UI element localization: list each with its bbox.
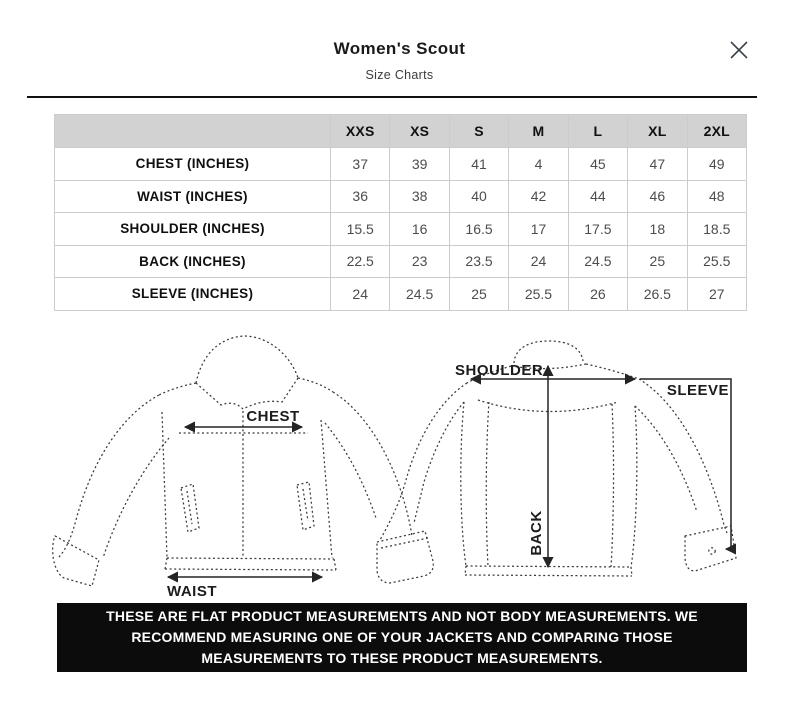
close-icon xyxy=(727,50,751,65)
value-cell: 25.5 xyxy=(509,278,568,311)
disclaimer-line: RECOMMEND MEASURING ONE OF YOUR JACKETS AND COMPARING THOSE xyxy=(131,628,673,645)
value-cell: 47 xyxy=(628,148,687,181)
value-cell: 26 xyxy=(568,278,627,311)
value-cell: 16 xyxy=(390,213,449,246)
table-row xyxy=(55,148,747,181)
value-cell: 45 xyxy=(568,148,627,181)
value-cell: 16.5 xyxy=(449,213,508,246)
value-cell: 18.5 xyxy=(687,213,746,246)
table-row xyxy=(55,278,747,311)
row-label-cell: SHOULDER (INCHES) xyxy=(55,213,331,246)
size-table xyxy=(54,114,747,311)
value-cell: 23 xyxy=(390,245,449,278)
header-divider xyxy=(27,96,757,98)
disclaimer-line: MEASUREMENTS TO THESE PRODUCT MEASUREMENTS. xyxy=(201,650,603,667)
value-cell: 17 xyxy=(509,213,568,246)
value-cell: 24 xyxy=(331,278,390,311)
chest-label: CHEST xyxy=(246,408,300,425)
value-cell: 39 xyxy=(390,148,449,181)
value-cell: 23.5 xyxy=(449,245,508,278)
value-cell: 48 xyxy=(687,180,746,213)
value-cell: 25 xyxy=(449,278,508,311)
value-cell: 27 xyxy=(687,278,746,311)
row-label-cell: CHEST (INCHES) xyxy=(55,148,331,181)
value-cell: 36 xyxy=(331,180,390,213)
value-cell: 46 xyxy=(628,180,687,213)
value-cell: 25 xyxy=(628,245,687,278)
value-cell: 42 xyxy=(509,180,568,213)
value-cell: 4 xyxy=(509,148,568,181)
disclaimer-line: THESE ARE FLAT PRODUCT MEASUREMENTS AND NOT BODY MEASUREMENTS. WE xyxy=(106,607,698,624)
table-row xyxy=(55,180,747,213)
value-cell: 18 xyxy=(628,213,687,246)
size-table-body xyxy=(55,148,747,311)
corner-cell xyxy=(55,115,331,148)
value-cell: 37 xyxy=(331,148,390,181)
shoulder-label: SHOULDER xyxy=(455,362,544,379)
size-column-header: 2XL xyxy=(687,115,746,148)
value-cell: 26.5 xyxy=(628,278,687,311)
close-button[interactable] xyxy=(725,36,753,64)
size-column-header: M xyxy=(509,115,568,148)
value-cell: 49 xyxy=(687,148,746,181)
row-label-cell: WAIST (INCHES) xyxy=(55,180,331,213)
jacket-back-diagram xyxy=(380,341,736,576)
size-column-header: S xyxy=(449,115,508,148)
value-cell: 17.5 xyxy=(568,213,627,246)
value-cell: 40 xyxy=(449,180,508,213)
disclaimer-banner xyxy=(57,603,747,672)
row-label-cell: SLEEVE (INCHES) xyxy=(55,278,331,311)
waist-label: WAIST xyxy=(167,583,217,600)
value-cell: 24.5 xyxy=(390,278,449,311)
table-row xyxy=(55,213,747,246)
jacket-front-diagram xyxy=(53,336,434,600)
size-column-header: L xyxy=(568,115,627,148)
value-cell: 41 xyxy=(449,148,508,181)
row-label-cell: BACK (INCHES) xyxy=(55,245,331,278)
sleeve-label: SLEEVE xyxy=(666,382,729,399)
size-table-head-row xyxy=(55,115,747,148)
table-row xyxy=(55,245,747,278)
size-column-header: XXS xyxy=(331,115,390,148)
value-cell: 24 xyxy=(509,245,568,278)
value-cell: 15.5 xyxy=(331,213,390,246)
jacket-diagram-svg xyxy=(0,320,799,603)
page-title: Women's Scout xyxy=(333,39,466,58)
back-label: BACK xyxy=(528,510,545,556)
size-column-header: XL xyxy=(628,115,687,148)
value-cell: 22.5 xyxy=(331,245,390,278)
size-column-header: XS xyxy=(390,115,449,148)
value-cell: 24.5 xyxy=(568,245,627,278)
value-cell: 25.5 xyxy=(687,245,746,278)
measurement-diagram xyxy=(0,320,799,603)
value-cell: 38 xyxy=(390,180,449,213)
page-subtitle: Size Charts xyxy=(365,68,434,82)
value-cell: 44 xyxy=(568,180,627,213)
